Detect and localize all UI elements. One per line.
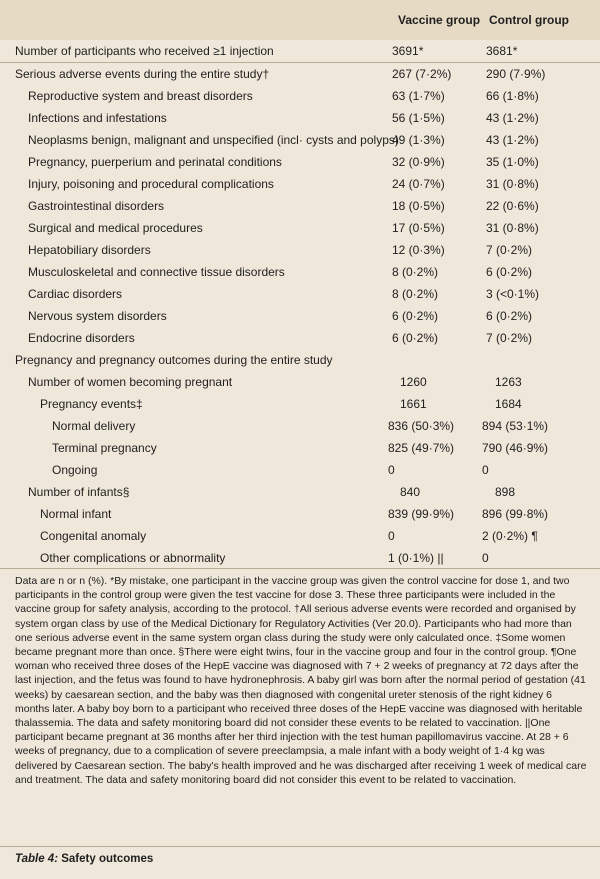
table-row	[0, 305, 600, 327]
control-value: 0	[482, 551, 489, 565]
row-label: Injury, poisoning and procedural complications	[28, 177, 274, 191]
table-row	[0, 63, 600, 85]
table-row	[0, 481, 600, 503]
control-value: 3 (<0·1%)	[486, 287, 540, 301]
vaccine-value: 0	[388, 463, 395, 477]
row-label: Pregnancy and pregnancy outcomes during the entire study	[15, 353, 333, 367]
table-row	[0, 393, 600, 415]
control-value: 894 (53·1%)	[482, 419, 549, 433]
table-row	[0, 173, 600, 195]
vaccine-value: 267 (7·2%)	[392, 67, 452, 81]
row-label: Pregnancy, puerperium and perinatal conditions	[28, 155, 282, 169]
row-label: Normal delivery	[52, 419, 136, 433]
vaccine-value: 6 (0·2%)	[392, 309, 439, 323]
row-label: Terminal pregnancy	[52, 441, 157, 455]
vaccine-value: 836 (50·3%)	[388, 419, 455, 433]
vaccine-value: 825 (49·7%)	[388, 441, 455, 455]
row-label: Gastrointestinal disorders	[28, 199, 165, 213]
vaccine-value: 1661	[400, 397, 427, 411]
vaccine-value: 18 (0·5%)	[392, 199, 445, 213]
table-row	[0, 151, 600, 173]
control-value: 31 (0·8%)	[486, 177, 539, 191]
row-label: Reproductive system and breast disorders	[28, 89, 253, 103]
control-value: 3681*	[486, 44, 518, 58]
row-label: Congenital anomaly	[40, 529, 147, 543]
control-value: 22 (0·6%)	[486, 199, 539, 213]
row-label: Serious adverse events during the entire study†	[15, 67, 270, 81]
row-label: Number of participants who received ≥1 injection	[15, 44, 274, 58]
row-label: Neoplasms benign, malignant and unspecified (incl· cysts and polyps)	[28, 133, 399, 147]
table-header	[0, 0, 600, 40]
vaccine-value: 12 (0·3%)	[392, 243, 445, 257]
table-row	[0, 261, 600, 283]
control-value: 43 (1·2%)	[486, 111, 539, 125]
vaccine-group-header: Vaccine group	[398, 13, 481, 27]
vaccine-value: 1260	[400, 375, 427, 389]
caption-title: Safety outcomes	[58, 853, 154, 865]
vaccine-value: 6 (0·2%)	[392, 331, 439, 345]
control-value: 6 (0·2%)	[486, 265, 533, 279]
control-value: 43 (1·2%)	[486, 133, 539, 147]
table-row	[0, 547, 600, 569]
caption-label: Table 4:	[15, 853, 59, 865]
table-row	[0, 503, 600, 525]
row-label: Number of women becoming pregnant	[28, 375, 233, 389]
control-value: 1263	[495, 375, 522, 389]
control-value: 31 (0·8%)	[486, 221, 539, 235]
table-row	[0, 437, 600, 459]
vaccine-value: 8 (0·2%)	[392, 287, 439, 301]
row-label: Surgical and medical procedures	[28, 221, 203, 235]
table-divider	[0, 568, 600, 569]
row-label: Number of infants§	[28, 485, 130, 499]
caption-divider	[0, 846, 600, 847]
row-label: Hepatobiliary disorders	[28, 243, 151, 257]
control-value: 896 (99·8%)	[482, 507, 549, 521]
control-value: 0	[482, 463, 489, 477]
row-label: Pregnancy events‡	[40, 397, 143, 411]
table-row	[0, 283, 600, 305]
vaccine-value: 0	[388, 529, 395, 543]
vaccine-value: 8 (0·2%)	[392, 265, 439, 279]
table-row	[0, 239, 600, 261]
table-footnote: Data are n or n (%). *By mistake, one participant in the vaccine group was given the control vaccine for dose 1, and two participants in the control group were given the test vaccine for dose 3. These three participants were included in the vaccine group for safety analysis, according to the protocol. †All serious adverse events were recorded and organised by system organ class by use of the Medical Dictionary for Regulatory Activities (Ver 20.0). Participants who had more than one serious adverse event in the same system organ class during the study were only calculated once. ‡Some women became pregnant more than once. §There were eight twins, four in the vaccine group and four in the control group. ¶One woman who received three doses of the HepE vaccine was diagnosed with 7 + 2 weeks of pregnancy at 72 days after the last injection, and the fetus was found to have hydronephrosis. A baby girl was born after the normal period of gestation (41 weeks) by caesarean section, and the baby was then diagnosed with congenital ureter stenosis of the right kidney 6 months later. A baby boy born to a participant who received three doses of the HepE vaccine was diagnosed with heritable thalassemia. The data and safety monitoring board did not consider these events to be related to vaccination. ||One participant became pregnant at 36 months after her third injection with the test human papillomavirus vaccine. At 28 + 6 weeks of pregnancy, due to a complication of severe preeclampsia, a male infant with a body weight of 1·4 kg was delivered by Caesarean section. The baby's health improved and he was discharged after receiving 1 week of medical care and treatment. The data and safety monitoring board did not consider this event to be related to vaccination.	[15, 575, 587, 786]
table-row	[0, 85, 600, 107]
vaccine-value: 3691*	[392, 44, 424, 58]
row-label: Other complications or abnormality	[40, 551, 226, 565]
vaccine-value: 840	[400, 485, 421, 499]
table-caption	[15, 853, 153, 865]
table-row	[0, 129, 600, 151]
vaccine-value: 17 (0·5%)	[392, 221, 445, 235]
row-label: Endocrine disorders	[28, 331, 135, 345]
table-body	[0, 40, 600, 569]
vaccine-value: 49 (1·3%)	[392, 133, 445, 147]
table-row	[0, 195, 600, 217]
table-row	[0, 40, 600, 63]
table-row	[0, 217, 600, 239]
control-value: 790 (46·9%)	[482, 441, 549, 455]
control-value: 7 (0·2%)	[486, 243, 533, 257]
control-value: 1684	[495, 397, 522, 411]
table-row	[0, 459, 600, 481]
control-value: 898	[495, 485, 516, 499]
vaccine-value: 24 (0·7%)	[392, 177, 445, 191]
table-row	[0, 327, 600, 349]
control-value: 35 (1·0%)	[486, 155, 539, 169]
vaccine-value: 32 (0·9%)	[392, 155, 445, 169]
control-value: 6 (0·2%)	[486, 309, 533, 323]
table-row	[0, 349, 600, 371]
control-value: 2 (0·2%) ¶	[482, 529, 538, 543]
row-label: Musculoskeletal and connective tissue disorders	[28, 265, 285, 279]
row-label: Normal infant	[40, 507, 112, 521]
row-label: Ongoing	[52, 463, 98, 477]
control-value: 290 (7·9%)	[486, 67, 546, 81]
control-value: 7 (0·2%)	[486, 331, 533, 345]
row-label: Infections and infestations	[28, 111, 167, 125]
table-row	[0, 107, 600, 129]
table-row	[0, 415, 600, 437]
control-group-header: Control group	[489, 13, 569, 27]
vaccine-value: 839 (99·9%)	[388, 507, 455, 521]
control-value: 66 (1·8%)	[486, 89, 539, 103]
row-label: Cardiac disorders	[28, 287, 123, 301]
table-row	[0, 525, 600, 547]
row-label: Nervous system disorders	[28, 309, 167, 323]
vaccine-value: 1 (0·1%) ||	[388, 551, 444, 565]
vaccine-value: 56 (1·5%)	[392, 111, 445, 125]
table-row	[0, 371, 600, 393]
vaccine-value: 63 (1·7%)	[392, 89, 445, 103]
